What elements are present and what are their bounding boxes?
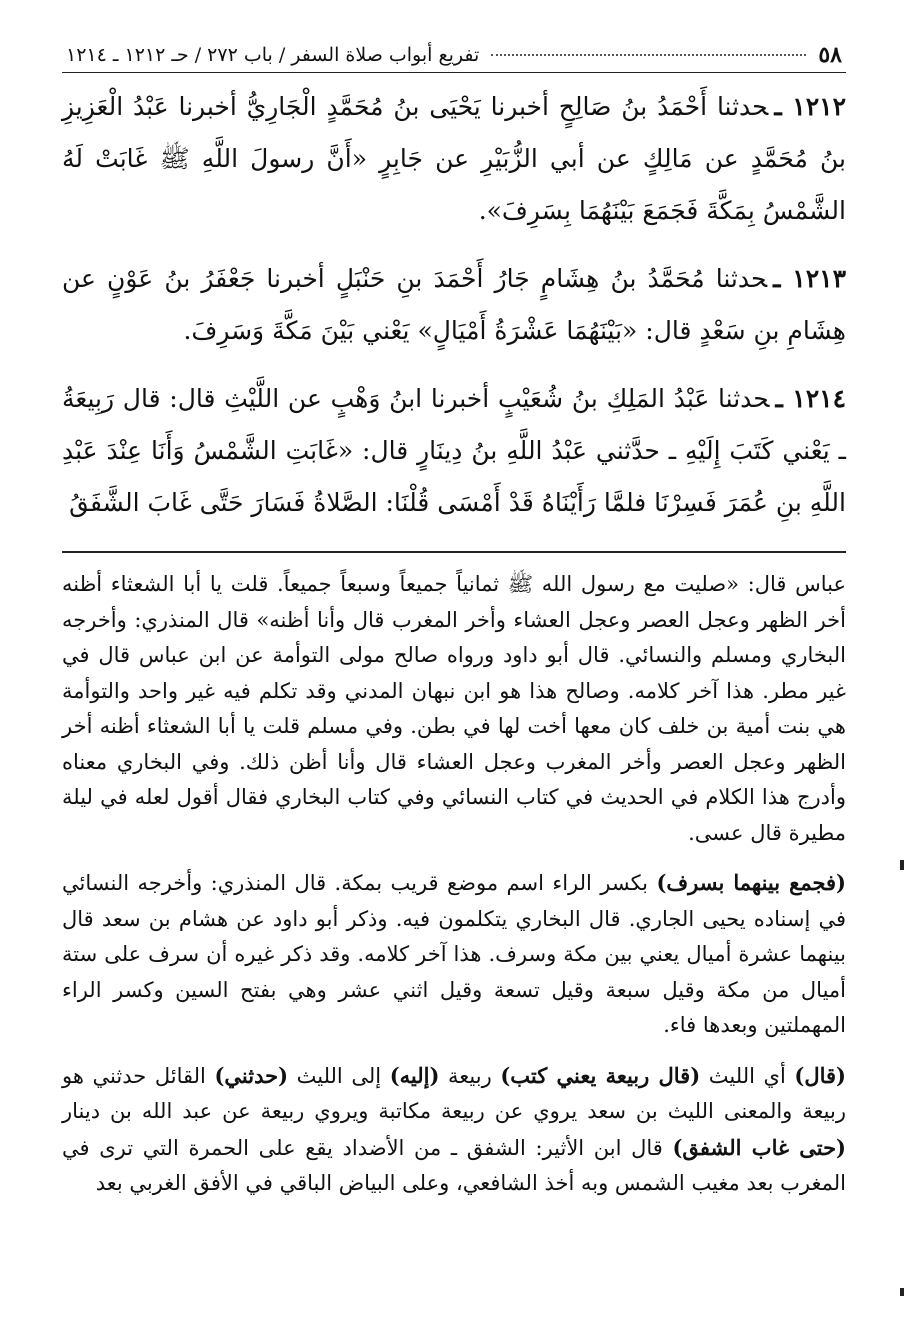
commentary-text: أي الليث	[700, 1063, 795, 1088]
commentary-lead: (فجمع بينهما بسرف)	[656, 870, 846, 895]
hadith-section	[62, 81, 846, 529]
page-number: ٥٨	[818, 42, 842, 68]
hadith-1214	[62, 373, 846, 529]
hadith-text: حدثنا أَحْمَدُ بنُ صَالِحٍ أخبرنا يَحْيَى بنُ مُحَمَّدٍ الْجَارِيُّ أخبرنا عَبْدُ الْعَزِيزِ بنُ مُحَمَّدٍ عن مَالِكٍ عن أبي الزُّبَيْرِ عن جَابِرٍ «أَنَّ رسولَ اللَّهِ ﷺ غَابَتْ لَهُ الشَّمْسُ بِمَكَّةَ فَجَمَعَ بَيْنَهُمَا بِسَرِفَ».	[62, 92, 846, 225]
commentary-lead: (حدثني)	[214, 1062, 289, 1088]
hadith-1213	[62, 253, 846, 357]
hadith-number: ١٢١٢ ـ	[774, 92, 846, 121]
scan-edge-mark	[900, 860, 904, 870]
hadith-1212	[62, 81, 846, 237]
book-page	[62, 38, 846, 1308]
footnote-separator	[62, 551, 846, 553]
hadith-text: حدثنا عَبْدُ المَلِكِ بنُ شُعَيْبٍ أخبرنا ابنُ وَهْبٍ عن اللَّيْثِ قال: قال رَبِيعَةُ ـ يَعْني كَتَبَ إِلَيْهِ ـ حدَّثني عَبْدُ اللَّهِ بنُ دِينَارٍ قال: «غَابَتِ الشَّمْسُ وَأَنَا عِنْدَ عَبْدِ اللَّهِ بنِ عُمَرَ فَسِرْنَا فلمَّا رَأَيْنَاهُ قَدْ أَمْسَى قُلْنَا: الصَّلاةُ فَسَارَ حَتَّى غَابَ الشَّفَقُ	[62, 384, 846, 517]
commentary-text: قال ابن الأثير: الشفق ـ من الأضداد يقع على الحمرة التي ترى في المغرب بعد مغيب الشمس وبه أخذ الشافعي، وعلى البياض الباقي في الأفق الغربي بعد	[62, 1135, 846, 1195]
commentary-paragraph	[62, 567, 846, 851]
commentary-text: عباس قال: «صليت مع رسول الله ﷺ ثمانياً جميعاً وسبعاً جميعاً. قلت يا أبا الشعثاء أظنه أخر الظهر وعجل العصر وعجل العشاء وأخر المغرب قال وأنا أظنه» قال المنذري: وأخرجه البخاري ومسلم والنسائي. قال أبو داود ورواه صالح مولى التوأمة عن ابن عباس قال في غير مطر. هذا آخر كلامه. وصالح هذا هو ابن نبهان المدني وقد تكلم فيه غير واحد والتوأمة هي بنت أمية بن خلف كان معها أخت لها في بطن. وفي مسلم قلت يا أبا الشعثاء أظنه أخر الظهر وعجل العصر وأخر المغرب وعجل العشاء قال وأنا أظن ذلك. وفي البخاري معناه وأدرج هذا الكلام في الحديث في كتاب النسائي وفي كتاب البخاري فقال أقول لعله في ليلة مطيرة قال عسى.	[62, 572, 846, 845]
page-header	[62, 38, 846, 73]
commentary-lead: (قال ربيعة يعني كتب)	[500, 1062, 701, 1088]
commentary-paragraph	[62, 1058, 846, 1202]
commentary-paragraph	[62, 865, 846, 1044]
hadith-number: ١٢١٤ ـ	[775, 384, 847, 413]
commentary-text: القائل حدثني هو ربيعة والمعنى الليث بن سعد يروي عن ربيعة مكاتبة ويروي ربيعة عن عبد الله بن دينار	[62, 1063, 846, 1123]
hadith-text: حدثنا مُحَمَّدُ بنُ هِشَامٍ جَارُ أَحْمَدَ بنِ حَنْبَلٍ أخبرنا جَعْفَرُ بنُ عَوْنٍ عن هِشَامِ بنِ سَعْدٍ قال: «بَيْنَهُمَا عَشْرَةُ أَمْيَالٍ» يَعْني بَيْنَ مَكَّةَ وَسَرِفَ.	[62, 264, 846, 345]
header-dot-leader	[491, 54, 806, 56]
commentary-text: إلى الليث	[288, 1063, 390, 1088]
commentary-section	[62, 567, 846, 1202]
commentary-lead: (إليه)	[389, 1062, 440, 1088]
commentary-lead: (حتى غاب الشفق)	[672, 1134, 846, 1160]
running-title: تفريع أبواب صلاة السفر / باب ٢٧٢ / حـ ١٢١٢ ـ ١٢١٤	[66, 44, 480, 66]
commentary-text: بكسر الراء اسم موضع قريب بمكة. قال المنذري: وأخرجه النسائي في إسناده يحيى الجاري. قال البخاري يتكلمون فيه. وذكر أبو داود عن هشام بن سعد قال بينهما عشرة أميال يعني بين مكة وسرف. هذا آخر كلامه. وقد ذكر غيره أن سرف على ستة أميال من مكة وقيل سبعة وقيل تسعة وقيل اثني عشر وهي بفتح السين وكسر الراء المهملتين وبعدها فاء.	[62, 871, 846, 1037]
commentary-text: ربيعة	[439, 1063, 501, 1088]
hadith-number: ١٢١٣ ـ	[773, 264, 846, 293]
scan-edge-mark	[900, 1288, 904, 1296]
commentary-lead: (قال)	[794, 1062, 846, 1088]
